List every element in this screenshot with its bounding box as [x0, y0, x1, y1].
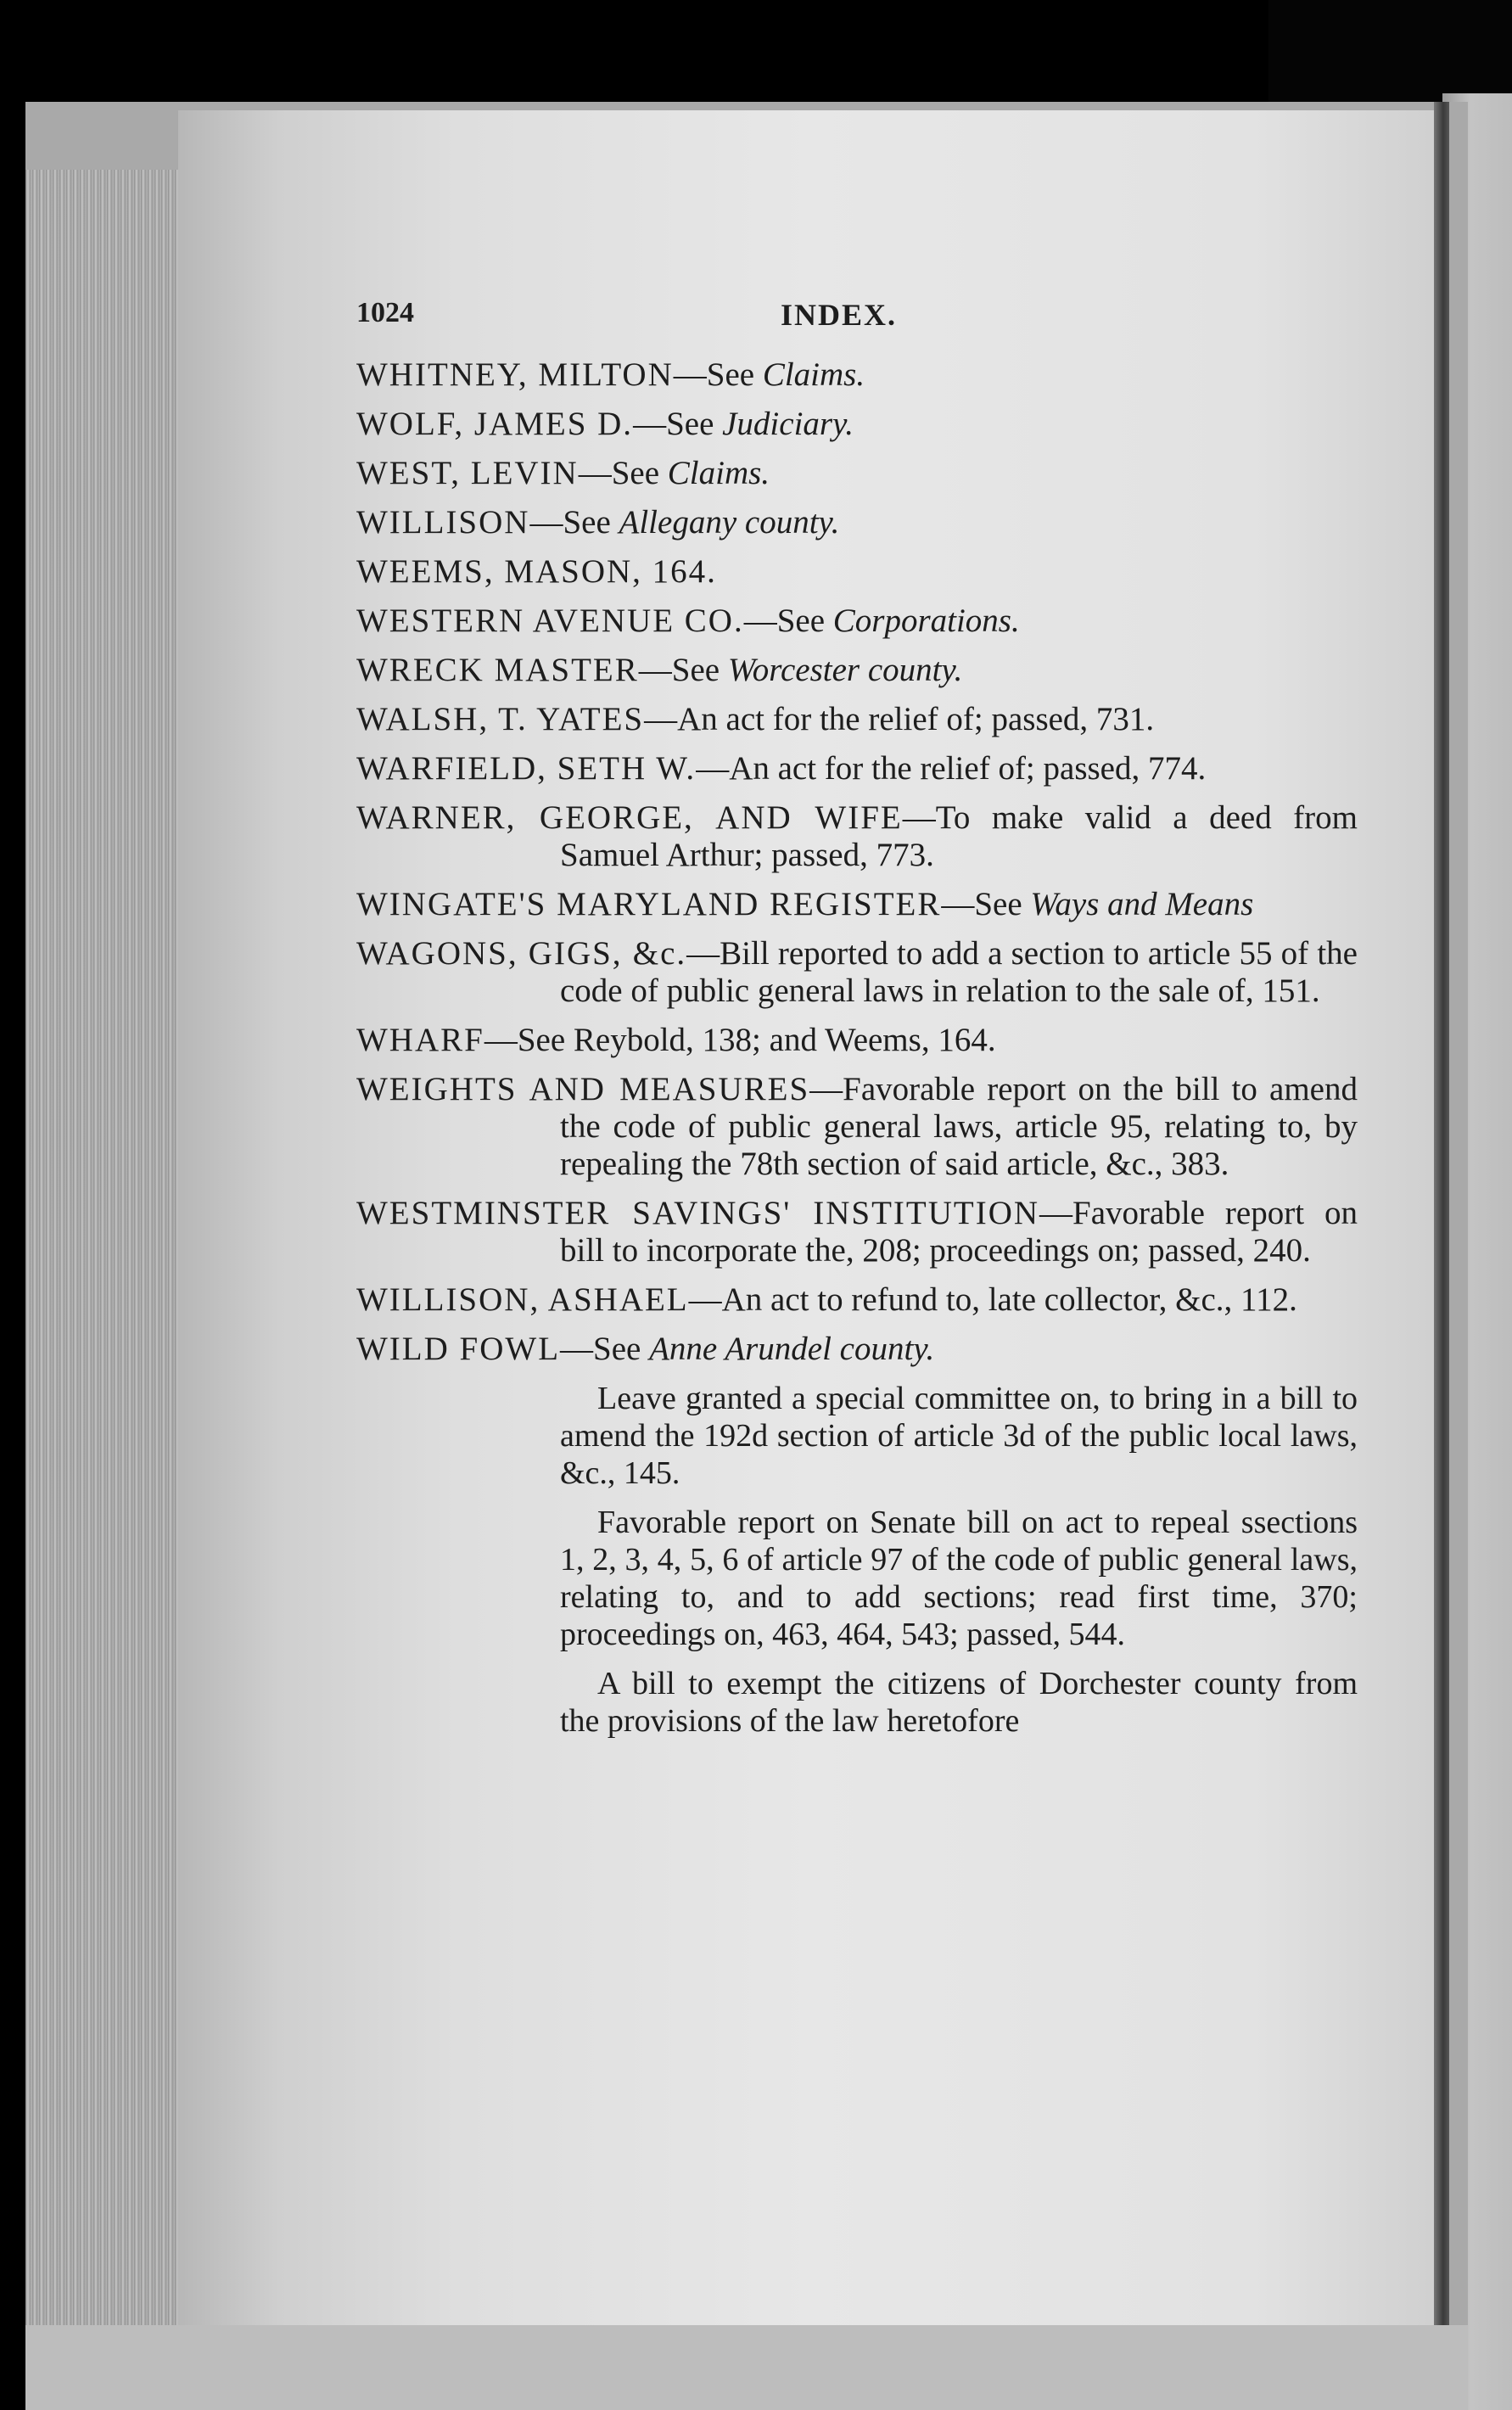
entry-heading: WHARF — [356, 1022, 484, 1058]
entry-heading: WARFIELD, SETH W. — [356, 750, 697, 787]
entry-separator: —See — [578, 455, 668, 491]
page-header — [356, 297, 1358, 348]
entry-text: Favorable report on the bill to amend the code of public general laws, article 95, relating to, by repealing the 78th section of said article, &c., 383. — [560, 1071, 1358, 1182]
page-edges — [25, 170, 187, 2325]
entry-separator: —See — [638, 652, 728, 688]
index-entry — [356, 602, 1358, 640]
entry-separator: —See — [941, 886, 1031, 922]
entry-reference: Judiciary. — [722, 406, 854, 442]
entry-heading: WESTMINSTER SAVINGS' INSTITUTION — [356, 1195, 1040, 1231]
entry-heading: WEST, LEVIN — [356, 455, 579, 491]
page-edge-shadow — [1434, 102, 1449, 2385]
entry-separator: — — [484, 1022, 518, 1058]
index-entry — [356, 356, 1358, 394]
entry-heading: WEIGHTS AND MEASURES — [356, 1071, 810, 1107]
entry-reference: Corporations. — [832, 602, 1020, 639]
index-entry — [356, 1281, 1358, 1319]
entry-separator: — — [644, 701, 678, 737]
entry-text: See Reybold, 138; and Weems, 164. — [517, 1022, 996, 1058]
index-subentry: A bill to exempt the citizens of Dorchester county from the provisions of the law heretofore — [560, 1666, 1358, 1739]
index-entry — [356, 886, 1358, 923]
entry-heading: WILLISON, ASHAEL — [356, 1281, 689, 1318]
running-head: INDEX. — [781, 298, 898, 332]
entry-reference: Claims. — [762, 356, 865, 393]
entry-reference: Claims. — [667, 455, 770, 491]
index-entry — [356, 1331, 1358, 1368]
entry-heading: WRECK MASTER — [356, 652, 639, 688]
entry-separator: —See — [743, 602, 833, 639]
index-entry — [356, 553, 1358, 591]
index-subentries — [356, 1380, 1358, 1740]
index-entry — [356, 1022, 1358, 1059]
entry-separator: — — [1039, 1195, 1073, 1231]
index-entry — [356, 1071, 1358, 1183]
entry-separator: — — [902, 799, 936, 836]
entry-separator: —See — [633, 406, 723, 442]
entry-heading: WESTERN AVENUE CO. — [356, 602, 744, 639]
entry-heading: WILD FOWL — [356, 1331, 561, 1367]
page-number: 1024 — [356, 297, 414, 328]
index-entry — [356, 504, 1358, 541]
entry-text: Bill reported to add a section to article 55 of the code of public general laws in relation to the sale of, 151. — [560, 935, 1358, 1009]
index-entry — [356, 455, 1358, 492]
entry-text: To make valid a deed from Samuel Arthur; passed, 773. — [560, 799, 1358, 873]
entry-heading: WEEMS, MASON, 164. — [356, 553, 717, 590]
entry-heading: WHITNEY, MILTON — [356, 356, 674, 393]
entry-heading: WOLF, JAMES D. — [356, 406, 634, 442]
index-subentry: Favorable report on Senate bill on act to repeal ssections 1, 2, 3, 4, 5, 6 of article 97 of the code of public general laws, relating to, and to add sections; read first time, 370; proceedings on, 463, 464, 543; passed, 544. — [560, 1505, 1358, 1652]
entry-separator: — — [696, 750, 730, 787]
entry-text: An act for the relief of; passed, 731. — [677, 701, 1155, 737]
entry-reference: Anne Arundel county. — [649, 1331, 935, 1367]
index-subentry: Leave granted a special committee on, to bring in a bill to amend the 192d section of article 3d of the public local laws, &c., 145. — [560, 1381, 1358, 1491]
entry-text: An act for the relief of; passed, 774. — [729, 750, 1207, 787]
entry-heading: WILLISON — [356, 504, 530, 541]
index-entry — [356, 1195, 1358, 1269]
entry-heading: WARNER, GEORGE, AND WIFE — [356, 799, 903, 836]
entry-reference: Worcester county. — [727, 652, 963, 688]
index-entry — [356, 406, 1358, 443]
index-entry — [356, 652, 1358, 689]
entry-reference: Ways and Means — [1030, 886, 1254, 922]
entry-text: An act to refund to, late collector, &c., 112. — [721, 1281, 1297, 1318]
index-entries — [356, 356, 1358, 1368]
index-entry — [356, 750, 1358, 787]
entry-separator: —See — [529, 504, 619, 541]
entry-text: Favorable report on bill to incorporate the, 208; proceedings on; passed, 240. — [560, 1195, 1358, 1269]
bottom-band — [25, 2325, 1468, 2410]
index-text — [356, 297, 1358, 1751]
entry-separator: — — [688, 1281, 722, 1318]
index-entry — [356, 799, 1358, 874]
entry-separator: —See — [673, 356, 763, 393]
index-entry — [356, 935, 1358, 1010]
entry-separator: — — [686, 935, 720, 972]
entry-heading: WINGATE'S MARYLAND REGISTER — [356, 886, 942, 922]
entry-heading: WALSH, T. YATES — [356, 701, 645, 737]
index-entry — [356, 701, 1358, 738]
entry-heading: WAGONS, GIGS, &c. — [356, 935, 687, 972]
entry-separator: —See — [560, 1331, 650, 1367]
entry-reference: Allegany county. — [619, 504, 840, 541]
entry-separator: — — [809, 1071, 843, 1107]
